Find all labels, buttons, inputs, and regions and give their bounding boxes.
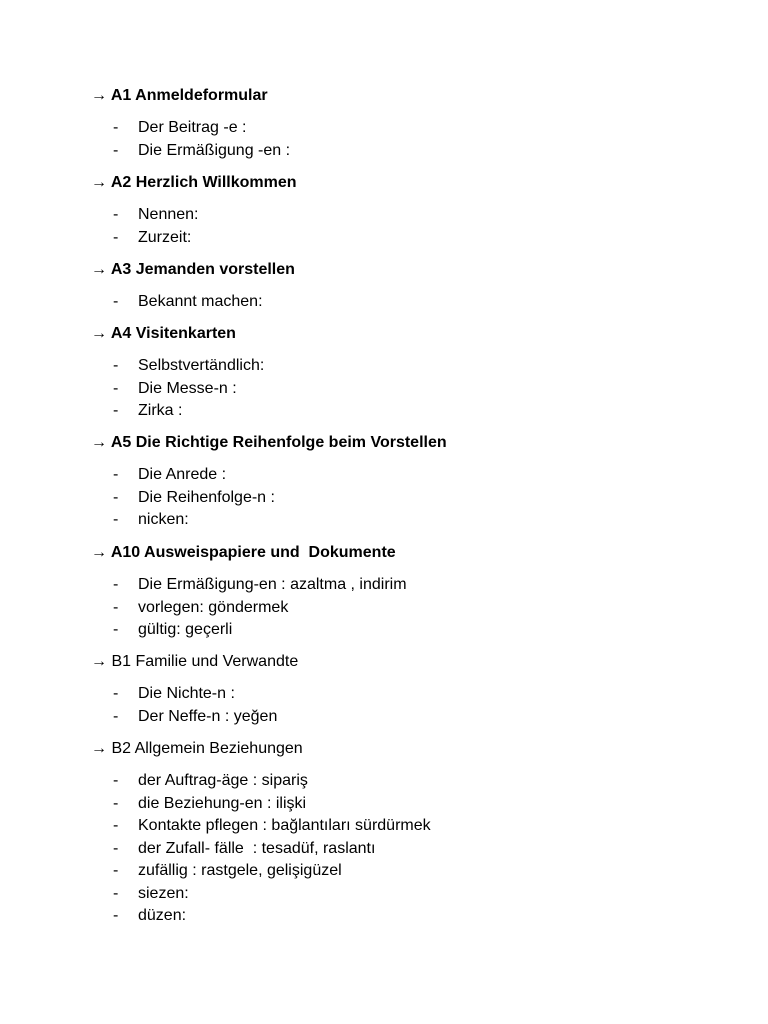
list-bullet: - [113,488,119,506]
list-item-text: vorlegen: göndermek [138,598,289,616]
section-heading: → A2 Herzlich Willkommen [91,174,297,191]
list-bullet: - [113,402,119,419]
section-heading: → B1 Familie und Verwandte [91,653,299,670]
list-bullet: - [113,466,119,483]
list-bullet: - [113,357,119,374]
list-item-text: Der Neffe-n : yeğen [138,707,278,725]
list-bullet: - [113,685,119,702]
list-bullet: - [113,511,119,528]
list-bullet: - [113,907,119,924]
list-item-text: der Auftrag-äge : sipariş [138,772,308,789]
list-item-text: Selbstvertändlich: [138,357,265,374]
list-bullet: - [113,884,119,902]
list-item-text: gültig: geçerli [138,621,233,638]
list-bullet: - [113,293,119,310]
list-bullet: - [113,228,119,246]
section-heading: → A3 Jemanden vorstellen [91,261,295,278]
list-item-text: Die Nichte-n : [138,685,235,702]
list-item-text: nicken: [138,511,189,528]
list-item-text: Die Messe-n : [138,379,237,397]
list-bullet: - [113,794,119,812]
list-bullet: - [113,862,119,879]
list-bullet: - [113,707,119,725]
list-item-text: Die Ermäßigung-en : azaltma , indirim [138,576,407,593]
list-bullet: - [113,772,119,789]
section-heading: → A5 Die Richtige Reihenfolge beim Vorstellen [91,434,447,451]
list-bullet: - [113,141,119,159]
section-heading: → A4 Visitenkarten [91,325,236,342]
list-item-text: düzen: [138,907,187,924]
list-bullet: - [113,839,119,857]
list-item-text: Bekannt machen: [138,293,263,310]
list-item-text: Die Anrede : [138,466,227,483]
list-item-text: siezen: [138,884,189,902]
list-item-text: Nennen: [138,206,199,223]
list-item-text: die Beziehung-en : ilişki [138,794,307,812]
section-heading: → A1 Anmeldeformular [91,87,268,104]
section-heading: → B2 Allgemein Beziehungen [91,740,303,757]
list-item-text: Zurzeit: [138,228,192,246]
list-bullet: - [113,119,119,136]
list-bullet: - [113,598,119,616]
list-item-text: Kontakte pflegen : bağlantıları sürdürmek [138,817,431,834]
list-item-text: Der Beitrag -e : [138,119,247,136]
list-item-text: Zirka : [138,402,183,419]
list-item-text: Die Ermäßigung -en : [138,141,291,159]
list-item-text: Die Reihenfolge-n : [138,488,275,506]
list-bullet: - [113,379,119,397]
list-item-text: der Zufall- fälle : tesadüf, raslantı [138,839,376,857]
section-heading: → A10 Ausweispapiere und Dokumente [91,544,396,561]
list-bullet: - [113,817,119,834]
list-item-text: zufällig : rastgele, gelişigüzel [138,862,342,879]
list-bullet: - [113,206,119,223]
list-bullet: - [113,576,119,593]
list-bullet: - [113,621,119,638]
